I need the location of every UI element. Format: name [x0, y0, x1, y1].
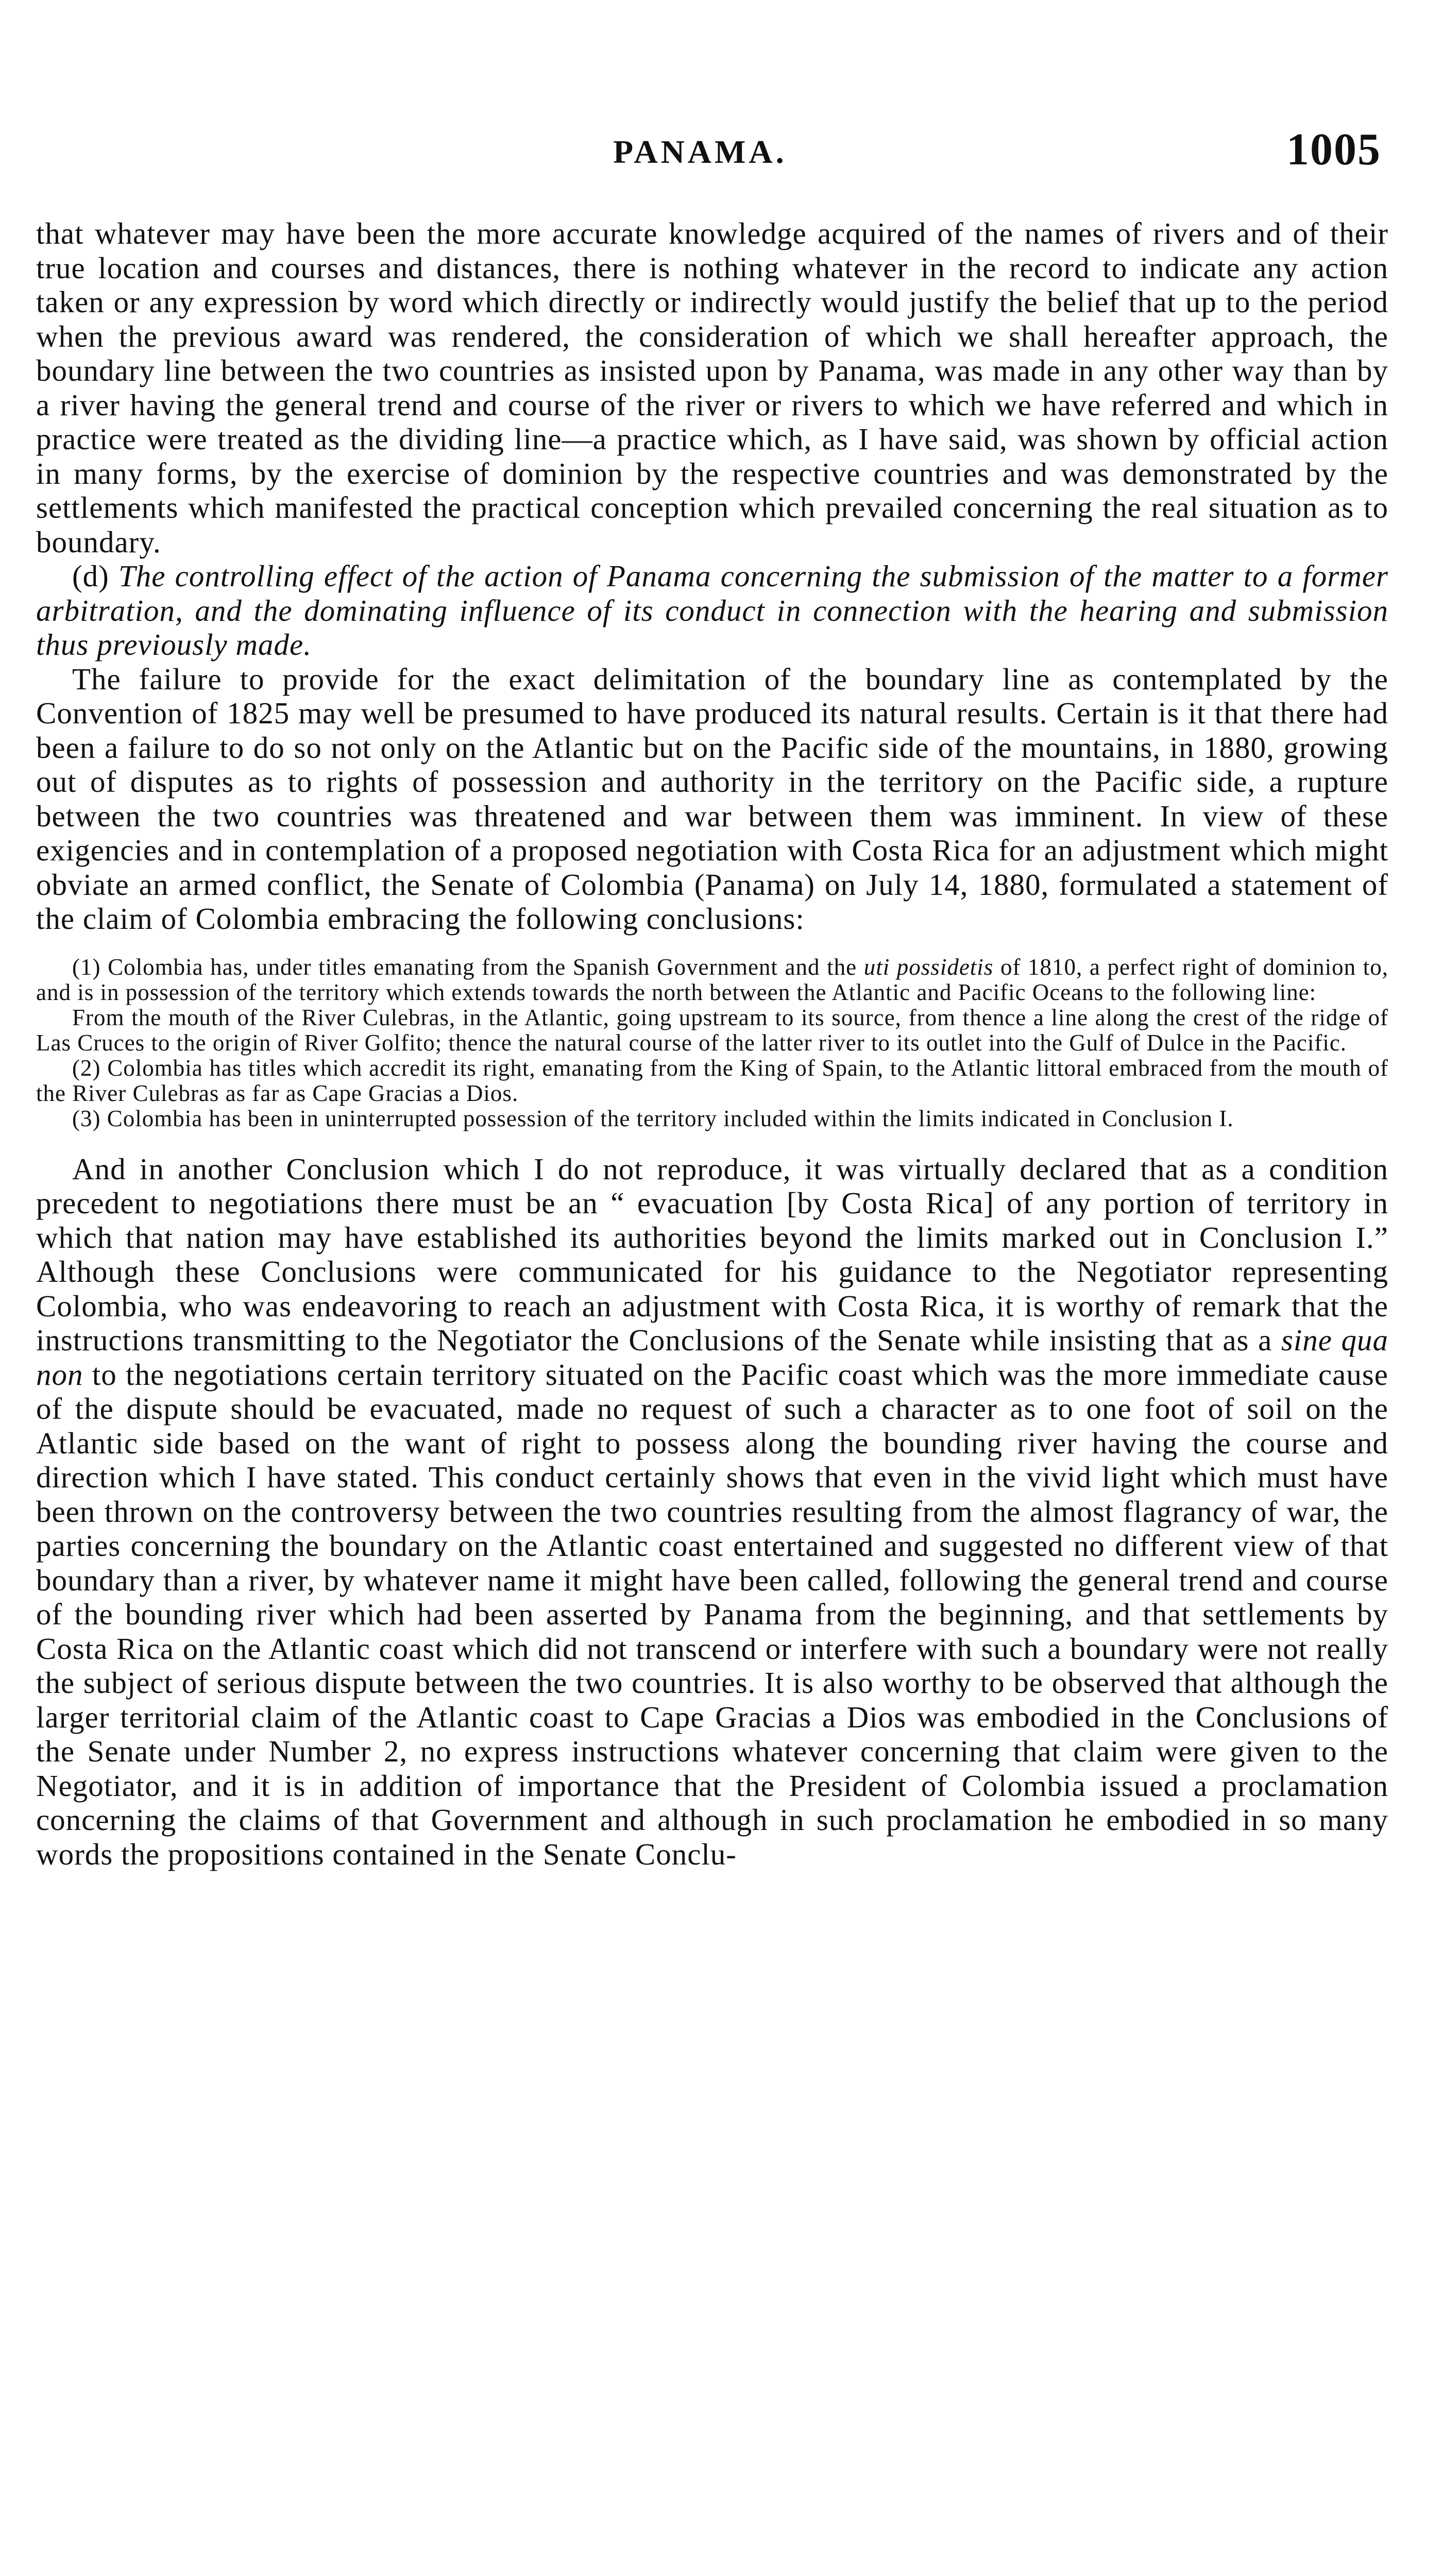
conclusion-1: (1) Colombia has, under titles emanating from the Spanish Government and the uti possidetis of 1810, a perfect right of dominion to, and is in possession of the territory which extends towards the north between the Atlantic and Pacific Oceans to the following line:	[36, 954, 1389, 1005]
page-number: 1005	[1286, 125, 1381, 175]
uti-possidetis: uti possidetis	[863, 954, 994, 980]
section-heading-d	[36, 559, 1388, 662]
heading-d-text: The controlling effect of the action of Panama concerning the submission of the matter to a former arbitration, and the dominating influence of its conduct in connection with the hearing and submission thus previously made.	[36, 559, 1388, 662]
sine-qua-non: sine qua non	[36, 1323, 1388, 1392]
conclusion-2: (2) Colombia has titles which accredit its right, emanating from the King of Spain, to the Atlantic littoral embraced from the mouth of the River Culebras as far as Cape Gracias a Dios.	[36, 1055, 1388, 1106]
conclusion-1-line: From the mouth of the River Culebras, in the Atlantic, going upstream to its source, from thence a line along the crest of the ridge of Las Cruces to the origin of River Golfito; thence the natural course of the latter river to its outlet into the Gulf of Dulce in the Pacific.	[36, 1004, 1388, 1056]
senate-conclusions	[36, 955, 1388, 1131]
running-head: PANAMA.	[613, 133, 787, 170]
heading-d-label: (d)	[72, 559, 109, 593]
page-header	[0, 124, 1443, 180]
paragraph-another-conclusion: And in another Conclusion which I do not reproduce, it was virtually declared that as a condition precedent to negotiations there must be an “ evacuation [by Costa Rica] of any portion of territory in which that nation may have established its authorities beyond the limits marked out in Conclusion I.” Although these Conclusions were communicated for his guidance to the Negotiator representing Colombia, who was endeavoring to reach an adjustment with Costa Rica, it is worthy of remark that the instructions transmitting to the Negotiator the Conclusions of the Senate while insisting that as a sine qua non to the negotiations certain territory situated on the Pacific coast which was the more immediate cause of the dispute should be evacuated, made no request of such a character as to one foot of soil on the Atlantic side based on the want of right to possess along the bounding river having the course and direction which I have stated. This conduct certainly shows that even in the vivid light which must have been thrown on the controversy between the two countries resulting from the almost flagrancy of war, the parties concerning the boundary on the Atlantic coast entertained and suggested no different view of that boundary than a river, by whatever name it might have been called, following the general trend and course of the bounding river which had been asserted by Panama from the beginning, and that settlements by Costa Rica on the Atlantic coast which did not transcend or interfere with such a boundary were not really the subject of serious dispute between the two countries. It is also worthy to be observed that although the larger territorial claim of the Atlantic coast to Cape Gracias a Dios was embodied in the Conclusions of the Senate under Number 2, no express instructions whatever concerning that claim were given to the Negotiator, and it is in addition of importance that the President of Colombia issued a proclamation concerning the claims of that Government and although in such proclamation he embodied in so many words the propositions contained in the Senate Conclu-	[36, 1151, 1388, 1871]
paragraph-continuation: that whatever may have been the more accurate knowledge acquired of the names of rivers and of their true location and courses and distances, there is nothing whatever in the record to indicate any action taken or any expression by word which directly or indirectly would justify the belief that up to the period when the previous award was rendered, the consideration of which we shall hereafter approach, the boundary line between the two countries as insisted upon by Panama, was made in any other way than by a river having the general trend and course of the river or rivers to which we have referred and which in practice were treated as the dividing line—a practice which, as I have said, was shown by official action in many forms, by the exercise of dominion by the respective countries and was demonstrated by the settlements which manifested the practical conception which prevailed concerning the real situation as to boundary.	[36, 216, 1388, 559]
paragraph-failure: The failure to provide for the exact delimitation of the boundary line as contemplated by the Convention of 1825 may well be presumed to have produced its natural results. Certain is it that there had been a failure to do so not only on the Atlantic but on the Pacific side of the mountains, in 1880, growing out of disputes as to rights of possession and authority in the territory on the Pacific side, a rupture between the two countries was threatened and war between them was imminent. In view of these exigencies and in contemplation of a proposed negotiation with Costa Rica for an adjustment which might obviate an armed conflict, the Senate of Colombia (Panama) on July 14, 1880, formulated a statement of the claim of Colombia embracing the following conclusions:	[36, 662, 1388, 936]
body-text	[36, 216, 1388, 1871]
conclusion-3: (3) Colombia has been in uninterrupted possession of the territory included within the limits indicated in Conclusion I.	[72, 1105, 1234, 1131]
